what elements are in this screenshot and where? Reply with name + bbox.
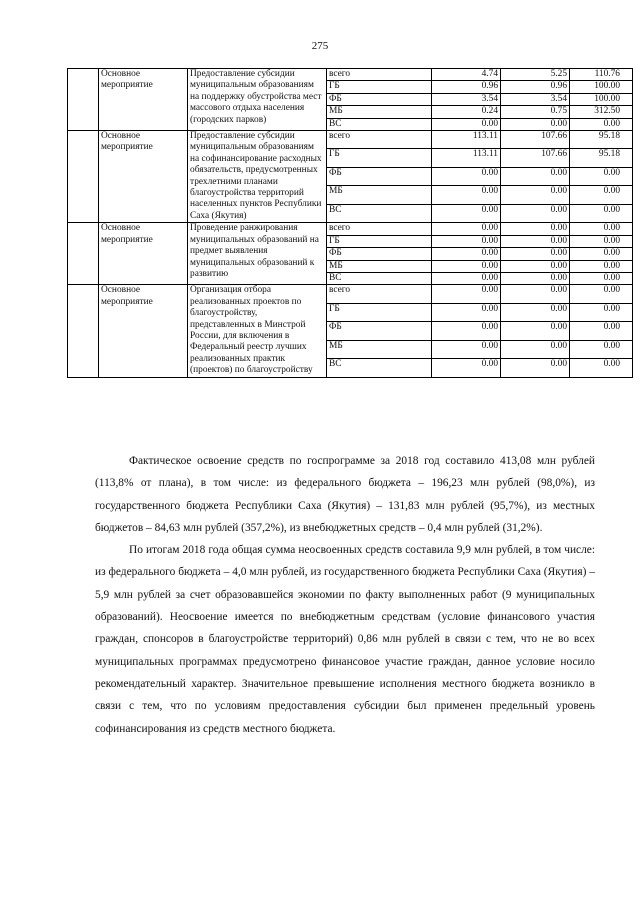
value-cell-v1: 3.54 [432,93,501,105]
value-cell-v1: 0.00 [432,223,501,235]
value-cell-v2: 0.00 [501,235,570,247]
activity-type-cell: Основное мероприятие [99,285,188,377]
funding-source-cell: МБ [327,186,432,204]
value-cell-v3: 0.00 [570,359,633,378]
table-row [68,285,633,303]
value-cell-v1: 0.00 [432,186,501,204]
value-cell-v1: 0.00 [432,285,501,303]
row-number-cell [68,69,99,131]
funding-source-cell: ФБ [327,322,432,340]
value-cell-v2: 107.66 [501,149,570,167]
value-cell-v1: 0.00 [432,340,501,358]
value-cell-v2: 3.54 [501,93,570,105]
value-cell-v3: 0.00 [570,303,633,321]
activity-type-cell: Основное мероприятие [99,131,188,223]
value-cell-v1: 0.00 [432,118,501,130]
value-cell-v3: 0.00 [570,118,633,130]
table-row [68,131,633,149]
funding-source-cell: всего [327,131,432,149]
funding-source-cell: МБ [327,340,432,358]
funding-source-cell: ФБ [327,167,432,185]
funding-source-cell: всего [327,285,432,303]
paragraph-unspent-funds: По итогам 2018 года общая сумма неосвоенных средств составила 9,9 млн рублей, в том числе: из федерального бюджета – 4,0 млн рублей, из государственного бюджета Республики Саха (Якутия) – 5,9 млн рублей за счет образовавшейся экономии по факту выполненных работ (9 муниципальных образований). Неосвоение имеется по внебюджетным средствам (условие финансового участия граждан, спонсоров в благоустройстве территорий) 0,86 млн рублей в связи с тем, что не во всех муниципальных программах предусмотрено финансовое участие граждан, данное условие носило рекомендательный характер. Значительное превышение исполнения местного бюджета возникло в связи с тем, что по условиям предоставления субсидии был применен предельный уровень софинансирования из средств местного бюджета. [95,544,595,735]
value-cell-v3: 0.00 [570,235,633,247]
value-cell-v2: 0.00 [501,272,570,284]
funding-source-cell: ВС [327,118,432,130]
value-cell-v1: 0.00 [432,204,501,223]
activity-description-cell: Организация отбора реализованных проектов по благоустройству, представленных в Минстрой России, для включения в Федеральный реестр лучших реализованных практик (проектов) по благоустройству [188,285,327,377]
value-cell-v3: 0.00 [570,272,633,284]
funding-source-cell: МБ [327,260,432,272]
value-cell-v3: 0.00 [570,167,633,185]
funding-source-cell: всего [327,69,432,81]
funding-source-cell: ФБ [327,248,432,260]
value-cell-v2: 0.00 [501,359,570,378]
row-number-cell [68,223,99,285]
funding-source-cell: ВС [327,359,432,378]
activity-description-cell: Предоставление субсидии муниципальным образованиям на софинансирование расходных обязательств, предусмотренных трехлетними планами благоустройства территорий населенных пунктов Республики Саха (Якутия) [188,131,327,223]
funding-source-cell: ВС [327,272,432,284]
value-cell-v1: 4.74 [432,69,501,81]
value-cell-v2: 0.00 [501,186,570,204]
value-cell-v2: 0.00 [501,260,570,272]
value-cell-v1: 0.00 [432,359,501,378]
table-row [68,223,633,235]
funding-source-cell: МБ [327,106,432,118]
value-cell-v2: 0.00 [501,248,570,260]
activity-description-cell: Предоставление субсидии муниципальным образованиям на поддержку обустройства мест массового отдыха населения (городских парков) [188,69,327,131]
value-cell-v2: 5.25 [501,69,570,81]
value-cell-v2: 107.66 [501,131,570,149]
value-cell-v2: 0.00 [501,285,570,303]
row-number-cell [68,131,99,223]
funding-source-cell: ФБ [327,93,432,105]
value-cell-v1: 0.00 [432,272,501,284]
value-cell-v3: 100.00 [570,81,633,93]
value-cell-v3: 0.00 [570,248,633,260]
value-cell-v2: 0.00 [501,223,570,235]
row-number-cell [68,285,99,377]
value-cell-v3: 0.00 [570,204,633,223]
value-cell-v3: 110.76 [570,69,633,81]
value-cell-v1: 0.24 [432,106,501,118]
value-cell-v2: 0.00 [501,204,570,223]
paragraph-actual-spending: Фактическое освоение средств по госпрограмме за 2018 год составило 413,08 млн рублей (113,8% от плана), в том числе: из федерального бюджета – 196,23 млн рублей (98,0%), из государственного бюджета Республики Саха (Якутия) – 131,83 млн рублей (95,7%), из местных бюджетов – 84,63 млн рублей (357,2%), из внебюджетных средств – 0,4 млн рублей (31,2%). [95,455,595,534]
value-cell-v2: 0.00 [501,303,570,321]
budget-table-body [68,69,633,378]
value-cell-v3: 312.50 [570,106,633,118]
funding-source-cell: ГБ [327,81,432,93]
activity-type-cell: Основное мероприятие [99,69,188,131]
page-number: 275 [311,40,329,52]
budget-table [67,68,633,378]
funding-source-cell: всего [327,223,432,235]
value-cell-v1: 0.00 [432,322,501,340]
value-cell-v1: 113.11 [432,131,501,149]
funding-source-cell: ГБ [327,235,432,247]
value-cell-v2: 0.00 [501,322,570,340]
value-cell-v3: 95.18 [570,131,633,149]
value-cell-v2: 0.00 [501,118,570,130]
report-text [95,450,595,740]
value-cell-v2: 0.96 [501,81,570,93]
funding-source-cell: ГБ [327,303,432,321]
value-cell-v1: 0.00 [432,167,501,185]
value-cell-v3: 95.18 [570,149,633,167]
value-cell-v1: 0.00 [432,248,501,260]
value-cell-v2: 0.00 [501,167,570,185]
value-cell-v1: 0.00 [432,235,501,247]
table-row [68,69,633,81]
value-cell-v2: 0.00 [501,340,570,358]
activity-description-cell: Проведение ранжирования муниципальных образований на предмет выявления муниципальных образований к развитию [188,223,327,285]
value-cell-v2: 0.75 [501,106,570,118]
funding-source-cell: ВС [327,204,432,223]
value-cell-v1: 113.11 [432,149,501,167]
value-cell-v1: 0.96 [432,81,501,93]
value-cell-v1: 0.00 [432,303,501,321]
value-cell-v3: 0.00 [570,186,633,204]
value-cell-v3: 0.00 [570,340,633,358]
value-cell-v3: 0.00 [570,260,633,272]
value-cell-v1: 0.00 [432,260,501,272]
funding-source-cell: ГБ [327,149,432,167]
value-cell-v3: 0.00 [570,223,633,235]
activity-type-cell: Основное мероприятие [99,223,188,285]
value-cell-v3: 0.00 [570,322,633,340]
value-cell-v3: 100.00 [570,93,633,105]
value-cell-v3: 0.00 [570,285,633,303]
